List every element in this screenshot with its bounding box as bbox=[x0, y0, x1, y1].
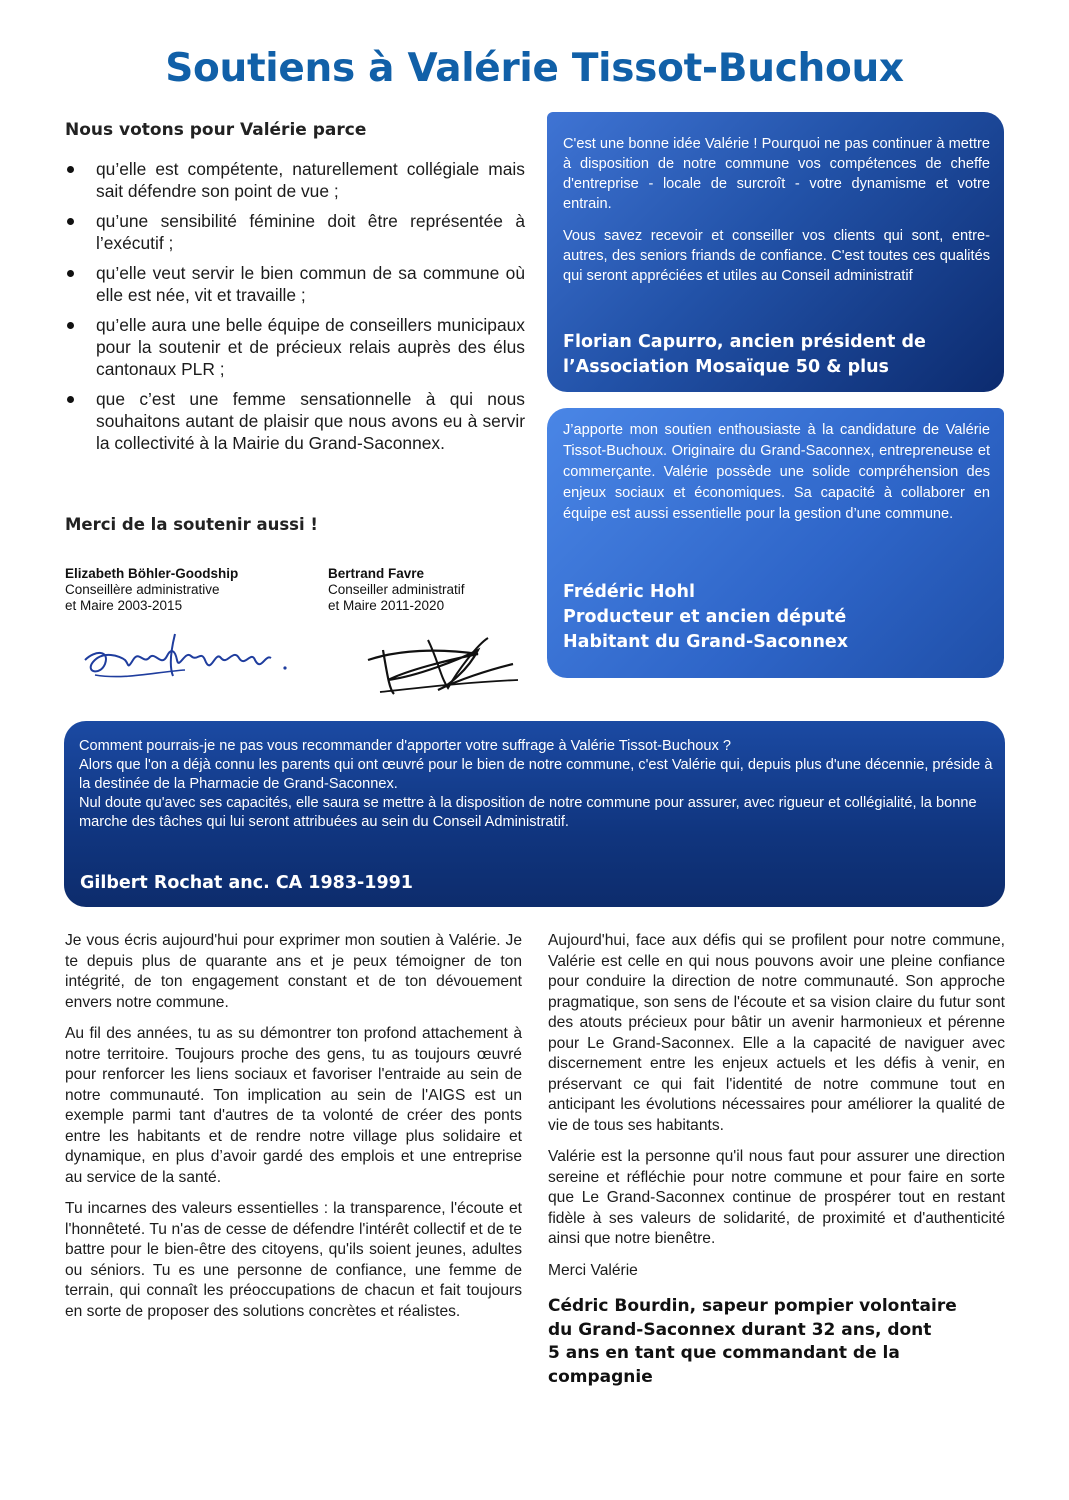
testimonial-text: C'est une bonne idée Valérie ! Pourquoi ne pas continuer à mettre à disposition de notre commune vos compétences de cheffe d'entreprise - locale de surcroît - votre dynamisme et votre entrain. bbox=[563, 136, 990, 212]
handwritten-signature bbox=[328, 620, 528, 700]
testimonial-capurro bbox=[547, 112, 1004, 392]
testimonial-hohl bbox=[547, 408, 1004, 678]
thanks-line: Merci de la soutenir aussi ! bbox=[65, 515, 318, 534]
reason-item: qu’elle aura une belle équipe de conseillers municipaux pour la soutenir et de précieux relais auprès des élus cantonaux PLR ; bbox=[65, 314, 525, 380]
testimonial-author: Gilbert Rochat anc. CA 1983-1991 bbox=[80, 873, 413, 893]
signatory-name: Bertrand Favre bbox=[328, 566, 425, 581]
letter-column-left bbox=[65, 931, 522, 1333]
testimonial-text: J’apporte mon soutien enthousiaste à la candidature de Valérie Tissot-Buchoux. Originaire du Grand-Saconnex, entrepreneuse et commerçante. Valérie possède une solide compréhension des enjeux sociaux et économiques. Sa capacité à collaborer en équipe est aussi essentielle pour la gestion d’une commune. bbox=[563, 422, 990, 522]
testimonial-author: Florian Capurro, ancien président de l’Association Mosaïque 50 & plus bbox=[563, 332, 926, 377]
letter-paragraph: Je vous écris aujourd'hui pour exprimer mon soutien à Valérie. Je te depuis plus de quarante ans et je peux témoigner de ton intégrité, de ton engagement constant et de ton dévouement envers notre commune. bbox=[65, 932, 522, 1011]
reason-item: qu’elle est compétente, naturellement collégiale mais sait défendre son point de vue ; bbox=[65, 158, 525, 202]
page-title: Soutiens à Valérie Tissot-Buchoux bbox=[165, 46, 904, 91]
testimonial-text: Vous savez recevoir et conseiller vos clients qui sont, entre-autres, des seniors friands de confiance. C'est toutes ces qualités qui seront appréciées et utiles au Conseil administratif bbox=[563, 228, 990, 284]
letter-column-right bbox=[548, 931, 1005, 1389]
letter-closing: Merci Valérie bbox=[548, 1261, 638, 1279]
handwritten-signature bbox=[65, 620, 305, 690]
intro-heading: Nous votons pour Valérie parce bbox=[65, 120, 367, 140]
reason-item: que c’est une femme sensationnelle à qui nous souhaitons autant de plaisir que nous avons eu à servir la collectivité à la Mairie du Grand-Saconnex. bbox=[65, 388, 525, 454]
signatory-role: Conseiller administratif bbox=[328, 582, 465, 597]
signatory-term: et Maire 2003-2015 bbox=[65, 598, 183, 613]
testimonial-author: Frédéric Hohl Producteur et ancien député Habitant du Grand-Saconnex bbox=[563, 582, 849, 652]
letter-paragraph: Tu incarnes des valeurs essentielles : la transparence, l'écoute et l'honnêteté. Tu n'as de cesse de défendre l'intérêt collectif et de te battre pour le bien-être des citoyens, qu'ils soient jeunes, adultes ou séniors. Tu es une personne de confiance, une femme de terrain, qui connaît les préoccupations de chacun et fait toujours en sorte de proposer des solutions concrètes et réalistes. bbox=[65, 1200, 522, 1320]
signatory-boehler bbox=[65, 566, 305, 690]
letter-author: Cédric Bourdin, sapeur pompier volontaire du Grand-Saconnex durant 32 ans, dont 5 ans en tant que commandant de la compagnie bbox=[548, 1296, 957, 1387]
reasons-list bbox=[65, 158, 525, 462]
signatory-role: Conseillère administrative bbox=[65, 582, 220, 597]
reason-item: qu’une sensibilité féminine doit être représentée à l’exécutif ; bbox=[65, 210, 525, 254]
letter-paragraph: Aujourd'hui, face aux défis qui se profilent pour notre commune, Valérie est celle en qui nous pouvons avoir une pleine confiance pour conduire la direction de notre communauté. Son approche pragmatique, son sens de l'écoute et sa vision claire du futur sont des atouts précieux pour bâtir un avenir harmonieux et pérenne pour Le Grand-Saconnex. Elle a la capacité de naviguer avec discernement entre les enjeux actuels et les défis à venir, en préservant ce qui fait l'identité de notre commune tout en anticipant les évolutions nécessaires pour améliorer la qualité de vie de tous ses habitants. bbox=[548, 932, 1005, 1134]
signatory-term: et Maire 2011-2020 bbox=[328, 598, 445, 613]
reason-item: qu’elle veut servir le bien commun de sa commune où elle est née, vit et travaille ; bbox=[65, 262, 525, 306]
letter-paragraph: Au fil des années, tu as su démontrer ton profond attachement à notre territoire. Toujours proche des gens, tu as toujours œuvré pour renforcer les liens sociaux et favoriser l'entraide au sein de notre communauté. Ton implication au sein de l'AIGS est un exemple parmi tant d'autres de ta volonté de créer des ponts entre les habitants et de rendre notre village plus solidaire et dynamique, en plus d’avoir gardé des emplois et une entreprise au service de la santé. bbox=[65, 1025, 522, 1186]
letter-paragraph: Valérie est la personne qu'il nous faut pour assurer une direction sereine et réfléchie pour notre commune et pour faire en sorte que Le Grand-Saconnex continue de prospérer tout en restant fidèle à ses valeurs de solidarité, de proximité et d'authenticité ainsi que notre bienêtre. bbox=[548, 1148, 1005, 1247]
signatory-name: Elizabeth Böhler-Goodship bbox=[65, 566, 239, 581]
testimonial-text: Comment pourrais-je ne pas vous recommander d'apporter votre suffrage à Valérie Tissot-Buchoux ? Alors que l'on a déjà connu les parents qui ont œuvré pour le bien de notre commune, c'est Valérie qui, depuis plus d'une décennie, préside à la destinée de la Pharmacie de Grand-Saconnex. Nul doute qu'avec ses capacités, elle saura se mettre à la disposition de notre commune pour assurer, avec rigueur et collégialité, la bonne marche des tâches qui lui seront attribuées au sein du Conseil Administratif. bbox=[79, 738, 993, 830]
signatory-favre bbox=[328, 566, 528, 700]
testimonial-rochat bbox=[64, 721, 1005, 907]
